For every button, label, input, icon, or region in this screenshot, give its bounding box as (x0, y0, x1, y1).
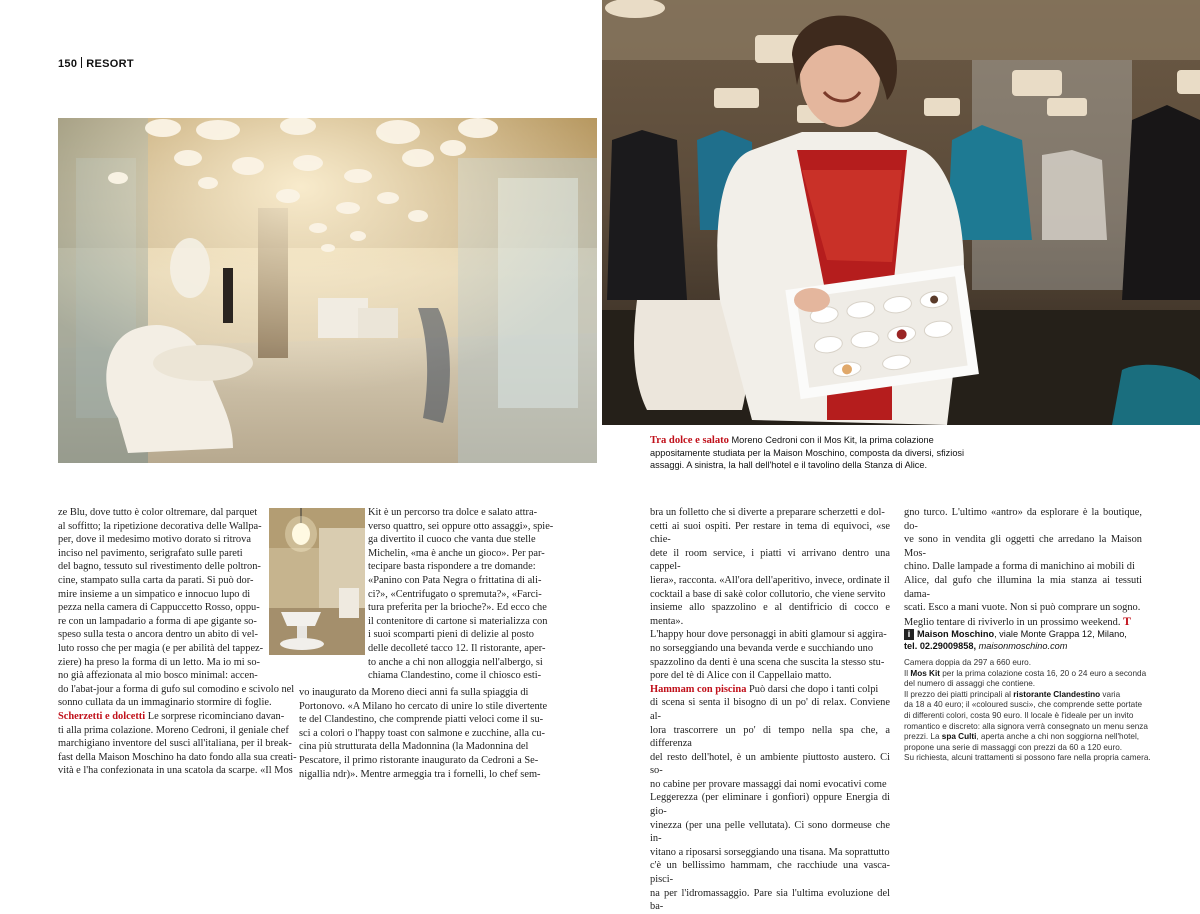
text-line: al soffitto; la ripetizione decorativa delle Wallpa- (58, 520, 262, 532)
text-line: cocktail a base di sakè color collutorio, che viene servito (650, 588, 886, 600)
text-line: Alice, dal gufo che illumina la mia stanza ai tessuti dama- (904, 574, 1142, 600)
text-line: pezza nella camera di Cappuccetto Rosso, oppu- (58, 602, 260, 614)
info-line: Il (904, 668, 911, 678)
article-column-4 (904, 506, 1142, 629)
hall-photo (58, 118, 597, 463)
text-line: mire insieme a un simpatico e innocuo lupo di (58, 588, 251, 600)
text-line: Leggerezza (per eliminare i gonfiori) oppure Energia di gio- (650, 792, 890, 818)
subheading: Hammam con piscina (650, 683, 747, 695)
text-line: delle decolleté tacco 12. Il ristorante, aper- (368, 642, 546, 654)
text-line: marchigiano inventore del susci all'italiana, per il break- (58, 738, 292, 750)
text-line: sci a colori o l'happy toast con salmone e zucchine, alla cu- (299, 727, 545, 739)
text-line: ti alla prima colazione. Moreno Cedroni, il geniale chef (58, 724, 289, 736)
hall-photo-image (58, 118, 597, 463)
info-icon: i (904, 629, 914, 640)
text-line: c'è un bellissimo hammam, che racchiude una vasca-pisci- (650, 860, 890, 886)
text-line: cetti ai suoi ospiti. Per restare in tema di equivoci, «se chie- (650, 520, 890, 546)
text-line: no cabine per provare massaggi dai nomi evocativi come (650, 778, 887, 790)
text-line: verso quattro, sei oppure otto assaggi», spie- (368, 520, 554, 532)
info-line: Il prezzo dei piatti principali al (904, 689, 1014, 699)
caption-line: assaggi. A sinistra, la hall dell'hotel e il tavolino della Stanza di Alice. (650, 460, 928, 470)
text-line: spazzolino da denti è una scena che suscita la stesso stu- (650, 656, 885, 668)
info-line: varia (1100, 689, 1121, 699)
text-line: vo inaugurato da Moreno dieci anni fa sulla spiaggia di (299, 687, 529, 698)
info-line: Camera doppia da 297 a 660 euro. (904, 658, 1031, 667)
page-number: 150 (58, 58, 78, 70)
text-line: Meglio tentare di riviverlo in un prossimo weekend. (904, 616, 1121, 628)
text-line: cina più strutturata della Madonnina (la Madonnina del (299, 741, 529, 753)
text-line: nigallia ndr)». Mentre armeggia tra i fornelli, lo chef sem- (299, 768, 541, 780)
chef-photo (602, 0, 1200, 425)
info-header (904, 628, 1154, 640)
info-line: per la prima colazione costa 16, 20 o 24 euro a seconda (939, 668, 1147, 678)
chef-photo-image (602, 0, 1200, 425)
text-line: no sorseggiando una bevanda verde e succhiando uno (650, 642, 874, 654)
info-line: romantico e discreto: alla signora verrà consegnato un menu senza (904, 721, 1148, 731)
text-line: tura preferita per la brioche?». Ed ecco che (368, 602, 547, 614)
text-line: «Panino con Pata Negra o frittatina di ali- (368, 574, 542, 586)
text-line: lora trascorrere un po' di tempo nella spa che, a differenza (650, 724, 890, 750)
folio-divider (81, 57, 82, 68)
text-line: do l'abat-jour a forma di gufo sul comodino e scivolo nel (58, 683, 295, 695)
text-line: liera», racconta. «All'ora dell'aperitivo, invece, ordinate il (650, 574, 890, 586)
info-line: propone una serie di massaggi con prezzi da 60 a 120 euro. (904, 742, 1123, 752)
text-line: il contenitore di cartone si materializza con (368, 615, 548, 627)
text-line: gno turco. L'ultimo «antro» da esplorare è la boutique, do- (904, 507, 1142, 532)
subheading: Scherzetti e dolcetti (58, 710, 146, 722)
text-line: na per l'idromassaggio. Pare sia l'ultima evoluzione del ba- (650, 887, 890, 913)
info-line: prezzi. La (904, 732, 942, 742)
text-line: insieme allo spazzolino e al dentifricio di cocco e menta». (650, 602, 890, 627)
info-line: Su richiesta, alcuni trattamenti si possono fare nella propria camera. (904, 753, 1151, 763)
text-line: Portonovo. «A Milano ho cercato di unire lo stile divertente (299, 700, 548, 712)
info-box (904, 628, 1154, 764)
text-line: chiama Clandestino, come il chiosco esti- (368, 670, 542, 682)
info-bold: ristorante Clandestino (1013, 689, 1101, 699)
text-line: Kit è un percorso tra dolce e salato attra- (368, 507, 538, 518)
caption-line: Moreno Cedroni con il Mos Kit, la prima colazione (731, 435, 934, 445)
article-column-2-wide (299, 686, 597, 781)
page-folio (58, 57, 134, 70)
text-line: del resto dell'hotel, è un ambiente piuttosto austero. Ci so- (650, 751, 890, 777)
text-line: vità e l'ha confezionata in una scatola da scarpe. «Il Mos (58, 765, 293, 777)
info-line: , aperta anche a chi non soggiorna nell'hotel, (976, 732, 1140, 742)
text-line: ze Blu, dove tutto è color oltremare, dal parquet (58, 507, 258, 518)
text-line: sonno cullata da un immaginario stormire di foglie. (58, 697, 272, 709)
text-line: L'happy hour dove personaggi in abiti glamour si aggira- (650, 629, 887, 641)
text-line: dete il room service, i piatti vi arrivano dentro una cappel- (650, 547, 890, 573)
text-line: ga divertito il cuoco che vanta due stelle (368, 534, 536, 546)
text-line: ziere) ha preso la forma di un letto. Ma io mi so- (58, 656, 260, 668)
hotel-address: , viale Monte Grappa 12, Milano, (994, 629, 1127, 639)
text-line: per, dove il medesimo motivo dorato si ritrova (58, 534, 251, 546)
photo-caption (650, 434, 1190, 471)
text-line: fast della Maison Moschino ha dato fondo alla sua creati- (58, 751, 297, 763)
text-line: te del Clandestino, che comprende piatti veloci come il su- (299, 714, 544, 726)
text-line: Michelin, «ma è anche un gioco». Per par- (368, 547, 545, 559)
text-line: Pescatore, il primo ristorante inaugurato da Cedroni a Se- (299, 754, 539, 766)
text-line: cine, stampato sulla carta da parati. Si può dor- (58, 574, 254, 586)
text-line: scati. Esco a mani vuote. Non si può comprare un sogno. (904, 602, 1141, 614)
caption-title: Tra dolce e salato (650, 435, 729, 446)
end-mark: T (1123, 613, 1132, 628)
caption-line: appositamente studiata per la Maison Moschino, composta da diversi, sfiziosi (650, 448, 965, 458)
text-line: pore del tè di Alice con il Cappellaio matto. (650, 670, 832, 682)
text-line: re con un lampadario a forma di ape gigante so- (58, 615, 257, 627)
article-column-3 (650, 506, 890, 914)
text-line: Può darsi che dopo i tanti colpi (746, 683, 879, 695)
text-line: luto rosso che per magia (e per abilità del tappez- (58, 642, 264, 654)
text-line: chino. Dalle lampade a forma di manichino ai mobili di (904, 561, 1135, 573)
text-line: Le sorprese ricominciano davan- (145, 710, 285, 722)
info-line: del numero di assaggi che contiene. (904, 679, 1036, 689)
text-line: ve sono in vendita gli oggetti che arredano la Maison Mos- (904, 534, 1142, 559)
text-line: del bagno, tessuto sul rivestimento delle poltron- (58, 561, 261, 573)
hotel-name: Maison Moschino (917, 629, 995, 639)
article-column-1 (58, 506, 298, 778)
info-line: di differenti colori, costa 90 euro. Il locale è l'ideale per un invito (904, 710, 1134, 720)
section-name: RESORT (86, 58, 134, 70)
text-line: speso sulla testa o ancora dentro un abito di vel- (58, 629, 258, 641)
text-line: tecipare basta rispondere a tre domande: (368, 561, 536, 573)
text-line: bra un folletto che si diverte a preparare scherzetti e dol- (650, 507, 885, 518)
info-bold: Mos Kit (910, 668, 940, 678)
text-line: i suoi scomparti pieni di delizie al posto (368, 629, 534, 641)
text-line: vinezza (per una pelle vellutata). Ci sono dormeuse che in- (650, 819, 890, 845)
text-line: no già affezionata al mio bosco minimal: accen- (58, 670, 258, 682)
hotel-website: maisonmoschino.com (978, 641, 1068, 651)
info-bold: spa Culti (941, 732, 977, 742)
text-line: vitano a riposarsi sorseggiando una tisana. Ma soprattutto (650, 846, 890, 858)
text-line: ci?», «Centrifugato o spremuta?», «Farci- (368, 588, 542, 600)
text-line: di scena si senta il bisogno di un po' di relax. Conviene al- (650, 697, 890, 722)
info-line: da 18 a 40 euro; il «coloured susci», che comprende sette portate (904, 700, 1143, 710)
text-line: inciso nel pavimento, serigrafato sulle pareti (58, 547, 243, 559)
text-line: to anche a chi non alloggia nell'albergo, si (368, 656, 543, 668)
article-column-2 (368, 506, 597, 683)
hotel-phone: tel. 02.29009858, (904, 641, 977, 651)
